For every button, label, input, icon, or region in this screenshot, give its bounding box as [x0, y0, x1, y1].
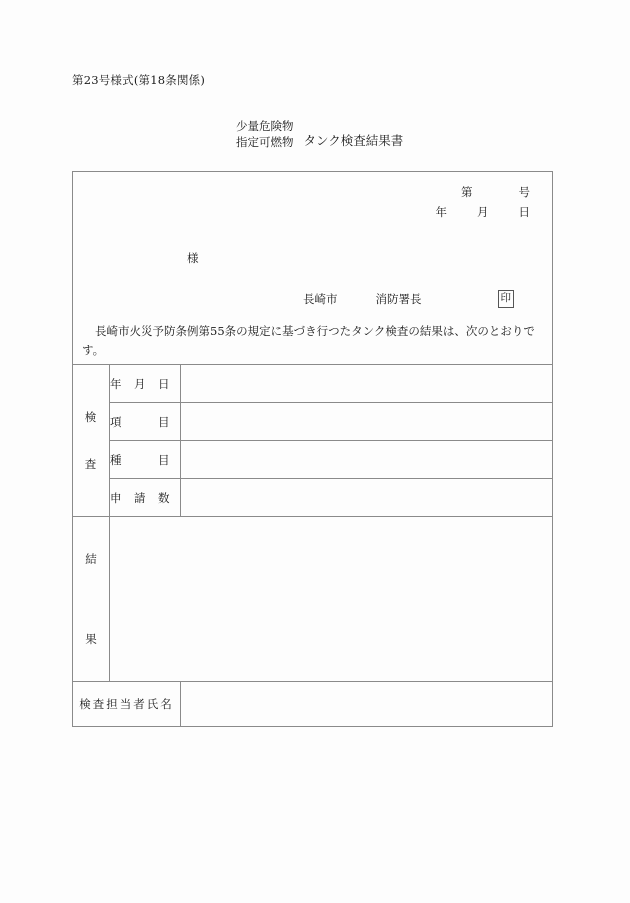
row-label-type: 種 目 — [110, 441, 181, 479]
document-number-prefix: 第 — [461, 185, 473, 199]
table-row — [73, 365, 552, 403]
document-number-suffix: 号 — [518, 185, 530, 199]
table-row — [73, 682, 552, 726]
document-number-line — [436, 182, 531, 202]
title-category-line-1: 少量危険物 — [236, 119, 294, 133]
inspection-table — [73, 364, 552, 726]
row-label-application-count: 申 請 数 — [110, 479, 181, 517]
addressee-honorific: 様 — [187, 251, 199, 265]
inspector-name-value[interactable] — [181, 682, 553, 726]
inspection-label-char-2: 査 — [84, 456, 98, 471]
table-row — [73, 517, 552, 682]
table-row — [73, 403, 552, 441]
row-label-item: 項 目 — [110, 403, 181, 441]
date-month-label: 月 — [477, 205, 489, 219]
issuer-city: 長崎市 — [303, 291, 338, 306]
result-label-char-1: 結 — [85, 552, 97, 566]
issuer-title: 消防署長 — [375, 291, 422, 306]
row-value-type[interactable] — [181, 441, 553, 479]
issuer-line — [303, 290, 514, 308]
date-year-label: 年 — [435, 205, 447, 219]
document-number-and-date — [436, 182, 531, 222]
date-day-label: 日 — [518, 205, 530, 219]
row-value-date[interactable] — [181, 365, 553, 403]
form-number: 第23号様式(第18条関係) — [72, 73, 206, 87]
row-label-date: 年 月 日 — [110, 365, 181, 403]
document-header-block — [73, 172, 552, 364]
table-row — [73, 479, 552, 517]
inspector-name-label: 検査担当者氏名 — [73, 682, 181, 726]
title-category-line-2: 指定可燃物 — [236, 135, 294, 149]
result-label-char-2: 果 — [85, 632, 97, 646]
inspection-label-char-1: 検 — [84, 409, 98, 424]
form-frame — [72, 171, 553, 727]
result-section-label — [73, 517, 110, 682]
document-date-line — [436, 202, 531, 222]
row-value-application-count[interactable] — [181, 479, 553, 517]
document-title — [236, 118, 403, 150]
inspection-section-label — [73, 365, 110, 517]
table-row — [73, 441, 552, 479]
title-category-stack — [236, 118, 294, 150]
row-value-item[interactable] — [181, 403, 553, 441]
seal-stamp-icon: 印 — [498, 290, 515, 308]
statement-text: 長崎市火災予防条例第55条の規定に基づき行つたタンク検査の結果は、次のとおりです。 — [82, 324, 535, 357]
result-value[interactable] — [110, 517, 553, 682]
title-main: タンク検査結果書 — [303, 133, 404, 148]
